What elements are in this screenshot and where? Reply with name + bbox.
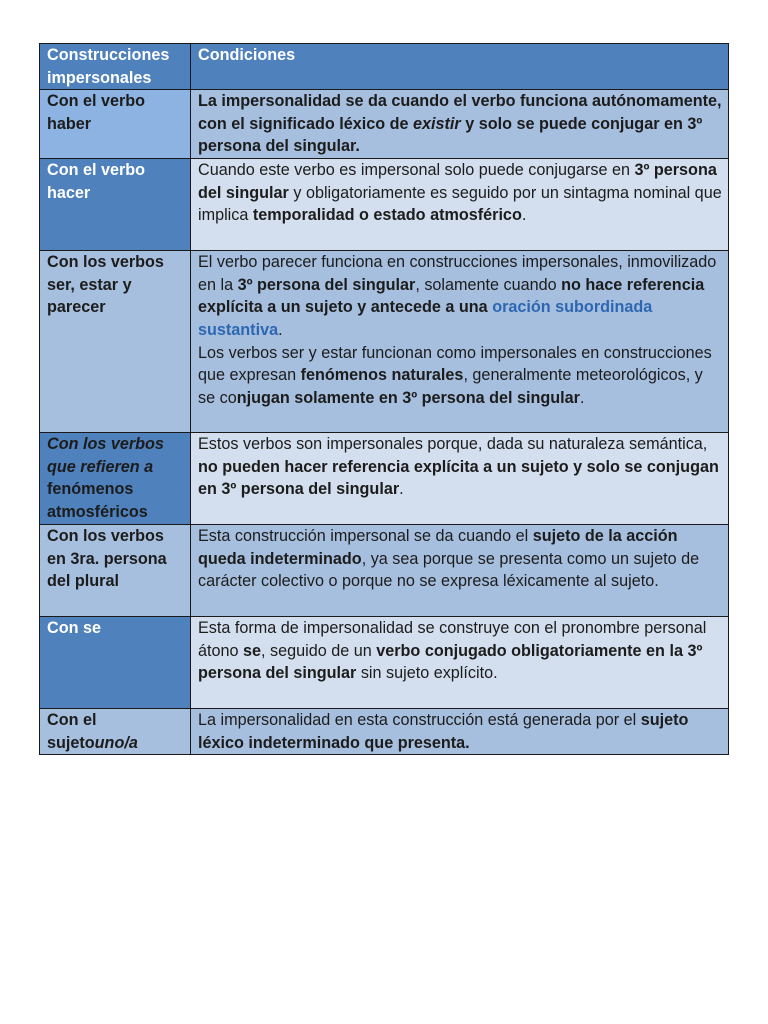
- condition-text: La impersonalidad en esta construcción está generada por el: [198, 711, 641, 730]
- condition-bold: se: [243, 641, 262, 660]
- condition-bold: 3º persona del singular: [237, 275, 416, 294]
- row-label-atmosfericos: [40, 433, 191, 525]
- condition-bold: sujeto léxico indeterminado que presenta.: [198, 711, 689, 752]
- condition-text: .: [579, 388, 585, 407]
- header-col2: Condiciones: [198, 46, 296, 64]
- row-condition-haber: [191, 90, 729, 159]
- row-label-rest: fenómenos atmosféricos: [47, 480, 148, 521]
- condition-text: Cuando este verbo es impersonal solo puede conjugarse en: [198, 161, 635, 180]
- row-condition-ser-estar-parecer: [191, 251, 729, 433]
- row-label: Con se: [47, 619, 101, 638]
- condition-text: , solamente cuando: [415, 275, 562, 294]
- condition-text: .: [521, 206, 527, 225]
- condition-text: .: [399, 480, 404, 499]
- row-label-italic: Con los verbos que refieren a: [47, 435, 164, 476]
- condition-text: y obligatoriamente es seguido por un sintagma nominal que implica: [198, 183, 722, 225]
- subordinate-clause-link[interactable]: oración subordinada sustantiva: [198, 298, 653, 339]
- row-label-italic: uno/a: [94, 733, 138, 752]
- row-label-uno: [40, 709, 191, 755]
- condition-text: Los verbos ser y estar funcionan como impersonales en construcciones que expresan: [198, 343, 712, 385]
- table-row: [40, 251, 729, 433]
- row-label-ser-estar-parecer: [40, 251, 191, 433]
- condition-bold: fenómenos naturales: [300, 366, 464, 385]
- row-label-hacer: [40, 159, 191, 251]
- table-row: [40, 433, 729, 525]
- condition-bold: no pueden hacer referencia explícita a un sujeto y solo se conjugan en 3º persona del singular: [198, 457, 719, 499]
- condition-text: y solo se puede conjugar en 3º persona del singular.: [198, 114, 703, 156]
- condition-text: , generalmente meteorológicos, y se co: [198, 366, 703, 407]
- condition-text: El verbo parecer funciona en construcciones impersonales, inmovilizado en la: [198, 253, 717, 294]
- table-row: [40, 617, 729, 709]
- row-condition-se: [191, 617, 729, 709]
- row-label: Con los verbos en 3ra. persona del plural: [47, 527, 167, 591]
- condition-text: , seguido de un: [261, 641, 377, 660]
- condition-bold: 3º persona del singular: [198, 161, 717, 202]
- table-row: [40, 709, 729, 755]
- row-label: Con el verbo hacer: [47, 161, 146, 202]
- table-row: [40, 90, 729, 159]
- row-label-haber: [40, 90, 191, 159]
- row-condition-uno: [191, 709, 729, 755]
- row-label: [47, 435, 164, 521]
- impersonal-constructions-table: [39, 43, 729, 755]
- condition-text: La impersonalidad se da cuando el verbo funciona autónomamente, con el significado léxico de: [198, 92, 722, 133]
- table-header-row: [40, 44, 729, 90]
- header-col1: Construcciones impersonales: [47, 46, 170, 87]
- header-conditions: [191, 44, 729, 90]
- table-row: [40, 159, 729, 251]
- row-label-main: Con el sujeto: [47, 711, 97, 752]
- row-label-3ra-plural: [40, 525, 191, 617]
- row-label: Con los verbos ser, estar y parecer: [47, 253, 164, 317]
- condition-bold: verbo conjugado obligatoriamente en la 3º persona del singular: [198, 641, 703, 683]
- row-label: [47, 711, 138, 752]
- condition-text: .: [278, 320, 283, 339]
- row-condition-hacer: [191, 159, 729, 251]
- header-constructions: [40, 44, 191, 90]
- condition-text: sin sujeto explícito.: [356, 664, 498, 683]
- condition-text: Esta construcción impersonal se da cuando el: [198, 527, 533, 546]
- condition-bold: no hace referencia explícita a un sujeto y antecede a una: [198, 275, 705, 317]
- condition-bold: temporalidad o estado atmosférico: [252, 206, 522, 225]
- condition-text: , ya sea porque se presenta como un sujeto de carácter colectivo o porque no se expresa léxicamente al sujeto.: [198, 549, 700, 591]
- condition-text: Estos verbos son impersonales porque, dada su naturaleza semántica,: [198, 435, 708, 454]
- condition-bold: sujeto de la acción queda indeterminado: [198, 527, 678, 568]
- row-condition-atmosfericos: [191, 433, 729, 525]
- condition-italic: existir: [413, 114, 461, 133]
- table-row: [40, 525, 729, 617]
- condition-text: Esta forma de impersonalidad se construye con el pronombre personal átono: [198, 619, 707, 660]
- row-label: Con el verbo haber: [47, 92, 146, 133]
- condition-bold: njugan solamente en 3º persona del singular: [236, 388, 580, 407]
- row-condition-3ra-plural: [191, 525, 729, 617]
- row-label-se: [40, 617, 191, 709]
